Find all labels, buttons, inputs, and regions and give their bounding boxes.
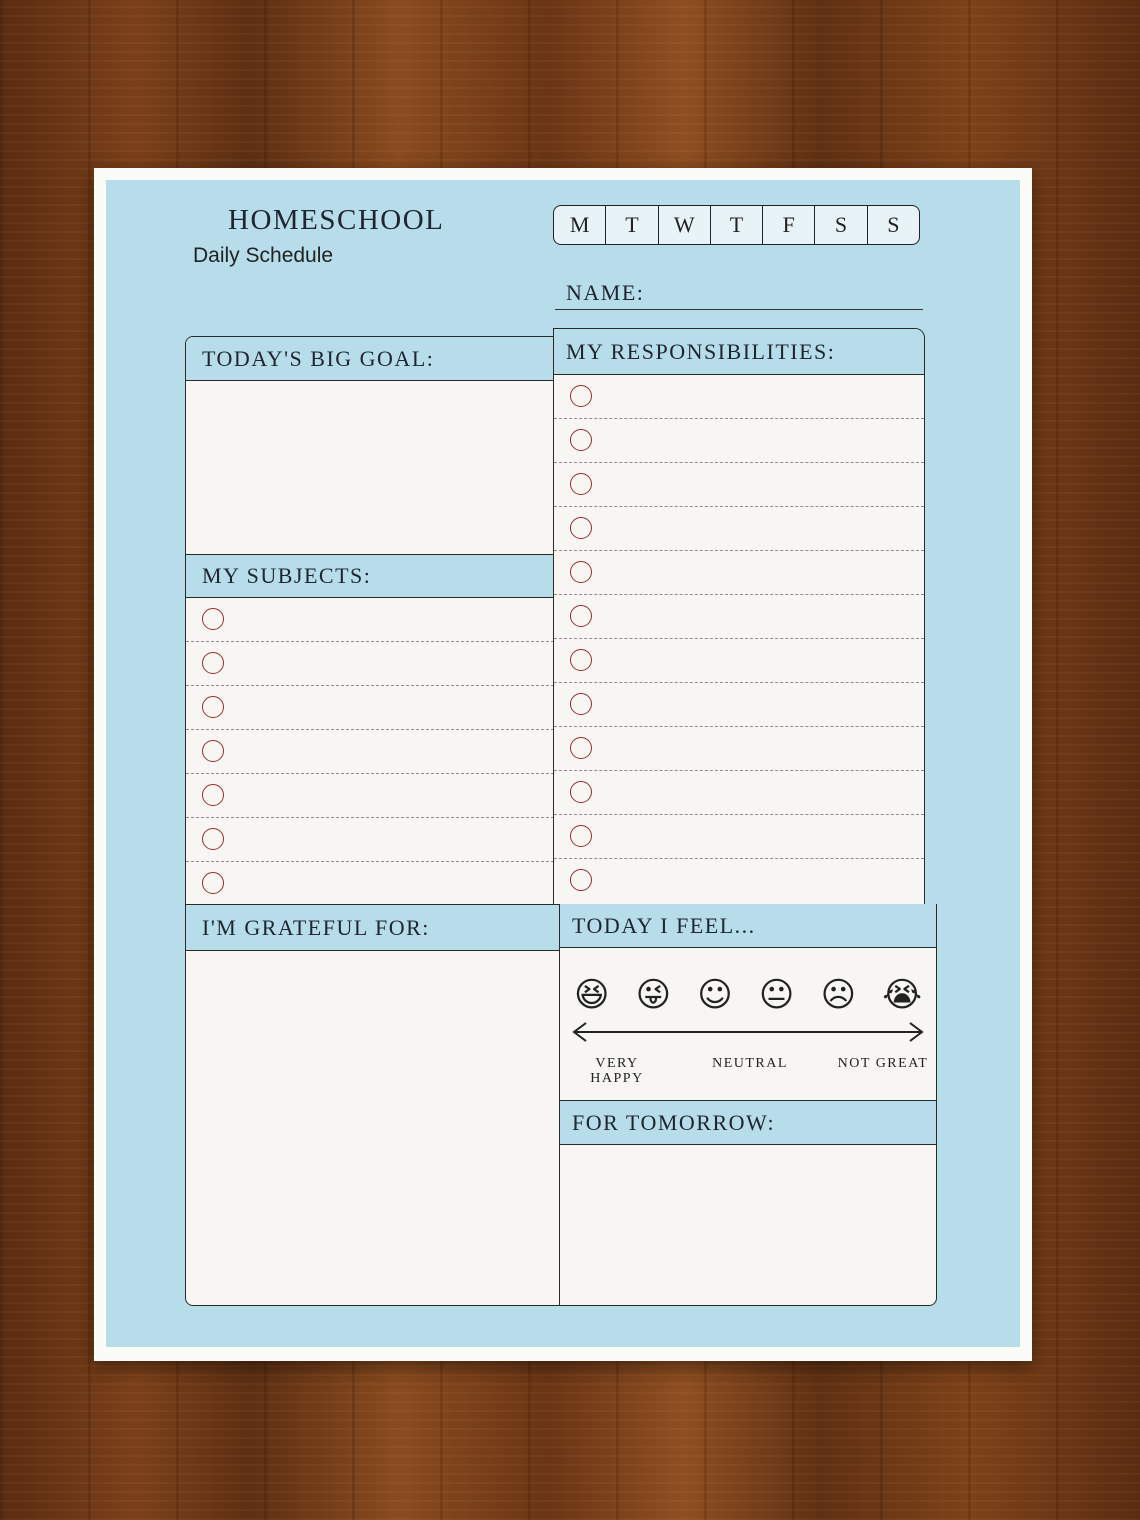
day-saturday[interactable]: S [815, 206, 867, 244]
checkbox-circle-icon[interactable] [570, 429, 592, 451]
subject-row[interactable] [186, 818, 554, 862]
subject-row[interactable] [186, 862, 554, 906]
big-goal-writing-area[interactable] [186, 381, 554, 555]
checkbox-circle-icon[interactable] [570, 517, 592, 539]
day-thursday[interactable]: T [711, 206, 763, 244]
responsibility-row[interactable] [554, 375, 924, 419]
subjects-title: MY SUBJECTS: [202, 563, 372, 588]
responsibility-row[interactable] [554, 551, 924, 595]
mood-scale-arrow [570, 1020, 926, 1044]
tomorrow-writing-area[interactable] [560, 1145, 936, 1305]
checkbox-circle-icon[interactable] [202, 652, 224, 674]
responsibilities-header [554, 329, 924, 375]
day-tuesday[interactable]: T [606, 206, 658, 244]
day-wednesday[interactable]: W [659, 206, 711, 244]
checkbox-circle-icon[interactable] [570, 385, 592, 407]
subject-row[interactable] [186, 598, 554, 642]
crying-face-icon[interactable]: 😭 [882, 975, 922, 1015]
tongue-face-icon[interactable]: 😜 [635, 975, 672, 1015]
sad-face-icon[interactable]: ☹ [820, 975, 857, 1015]
big-goal-box [185, 336, 555, 556]
scale-label-neutral: NEUTRAL [712, 1056, 788, 1071]
feel-header [560, 904, 936, 948]
tomorrow-title: FOR TOMORROW: [572, 1109, 776, 1135]
grateful-header [186, 905, 562, 951]
subject-row[interactable] [186, 730, 554, 774]
responsibility-row[interactable] [554, 815, 924, 859]
mood-faces [570, 975, 926, 1015]
checkbox-circle-icon[interactable] [570, 737, 592, 759]
subject-row[interactable] [186, 774, 554, 818]
checkbox-circle-icon[interactable] [570, 869, 592, 891]
checkbox-circle-icon[interactable] [202, 872, 224, 894]
checkbox-circle-icon[interactable] [570, 561, 592, 583]
tomorrow-box [559, 1100, 937, 1306]
checkbox-circle-icon[interactable] [570, 605, 592, 627]
feel-title: TODAY I FEEL... [572, 912, 756, 938]
responsibility-row[interactable] [554, 595, 924, 639]
feel-box [559, 904, 937, 1102]
responsibility-row[interactable] [554, 507, 924, 551]
checkbox-circle-icon[interactable] [570, 693, 592, 715]
grateful-box [185, 904, 563, 1306]
checkbox-circle-icon[interactable] [202, 608, 224, 630]
checkbox-circle-icon[interactable] [202, 828, 224, 850]
subject-row[interactable] [186, 642, 554, 686]
day-sunday[interactable]: S [887, 212, 900, 237]
checkbox-circle-icon[interactable] [570, 473, 592, 495]
smile-face-icon[interactable]: ☺ [697, 975, 733, 1015]
responsibilities-title: MY RESPONSIBILITIES: [566, 338, 836, 364]
grateful-title: I'M GRATEFUL FOR: [202, 914, 430, 940]
responsibility-row[interactable] [554, 771, 924, 815]
scale-label-very-happy: VERY HAPPY [590, 1056, 644, 1087]
page-title: HOMESCHOOL [228, 204, 445, 236]
responsibility-row[interactable] [554, 727, 924, 771]
checkbox-circle-icon[interactable] [570, 825, 592, 847]
subject-row[interactable] [186, 686, 554, 730]
subjects-box [185, 554, 555, 906]
responsibility-row[interactable] [554, 419, 924, 463]
big-goal-title: TODAY'S BIG GOAL: [202, 345, 435, 371]
checkbox-circle-icon[interactable] [570, 649, 592, 671]
responsibility-row[interactable] [554, 683, 924, 727]
responsibilities-box [553, 328, 925, 906]
checkbox-circle-icon[interactable] [570, 781, 592, 803]
big-goal-header [186, 337, 554, 381]
subjects-list [186, 598, 554, 906]
name-label: NAME: [566, 280, 645, 305]
subjects-header [186, 554, 554, 598]
checkbox-circle-icon[interactable] [202, 784, 224, 806]
checkbox-circle-icon[interactable] [202, 696, 224, 718]
responsibilities-list [554, 375, 924, 903]
weekday-selector [553, 205, 920, 245]
neutral-face-icon[interactable]: 😐 [758, 975, 795, 1015]
day-monday[interactable]: M [554, 206, 606, 244]
responsibility-row[interactable] [554, 463, 924, 507]
scale-label-not-great: NOT GREAT [837, 1056, 929, 1071]
name-field[interactable] [555, 309, 923, 310]
grateful-writing-area[interactable] [186, 951, 562, 1305]
laughing-face-icon[interactable]: 😆 [574, 975, 610, 1015]
day-friday[interactable]: F [763, 206, 815, 244]
responsibility-row[interactable] [554, 859, 924, 903]
tomorrow-header [560, 1101, 936, 1145]
checkbox-circle-icon[interactable] [202, 740, 224, 762]
page-subtitle: Daily Schedule [193, 244, 334, 267]
responsibility-row[interactable] [554, 639, 924, 683]
